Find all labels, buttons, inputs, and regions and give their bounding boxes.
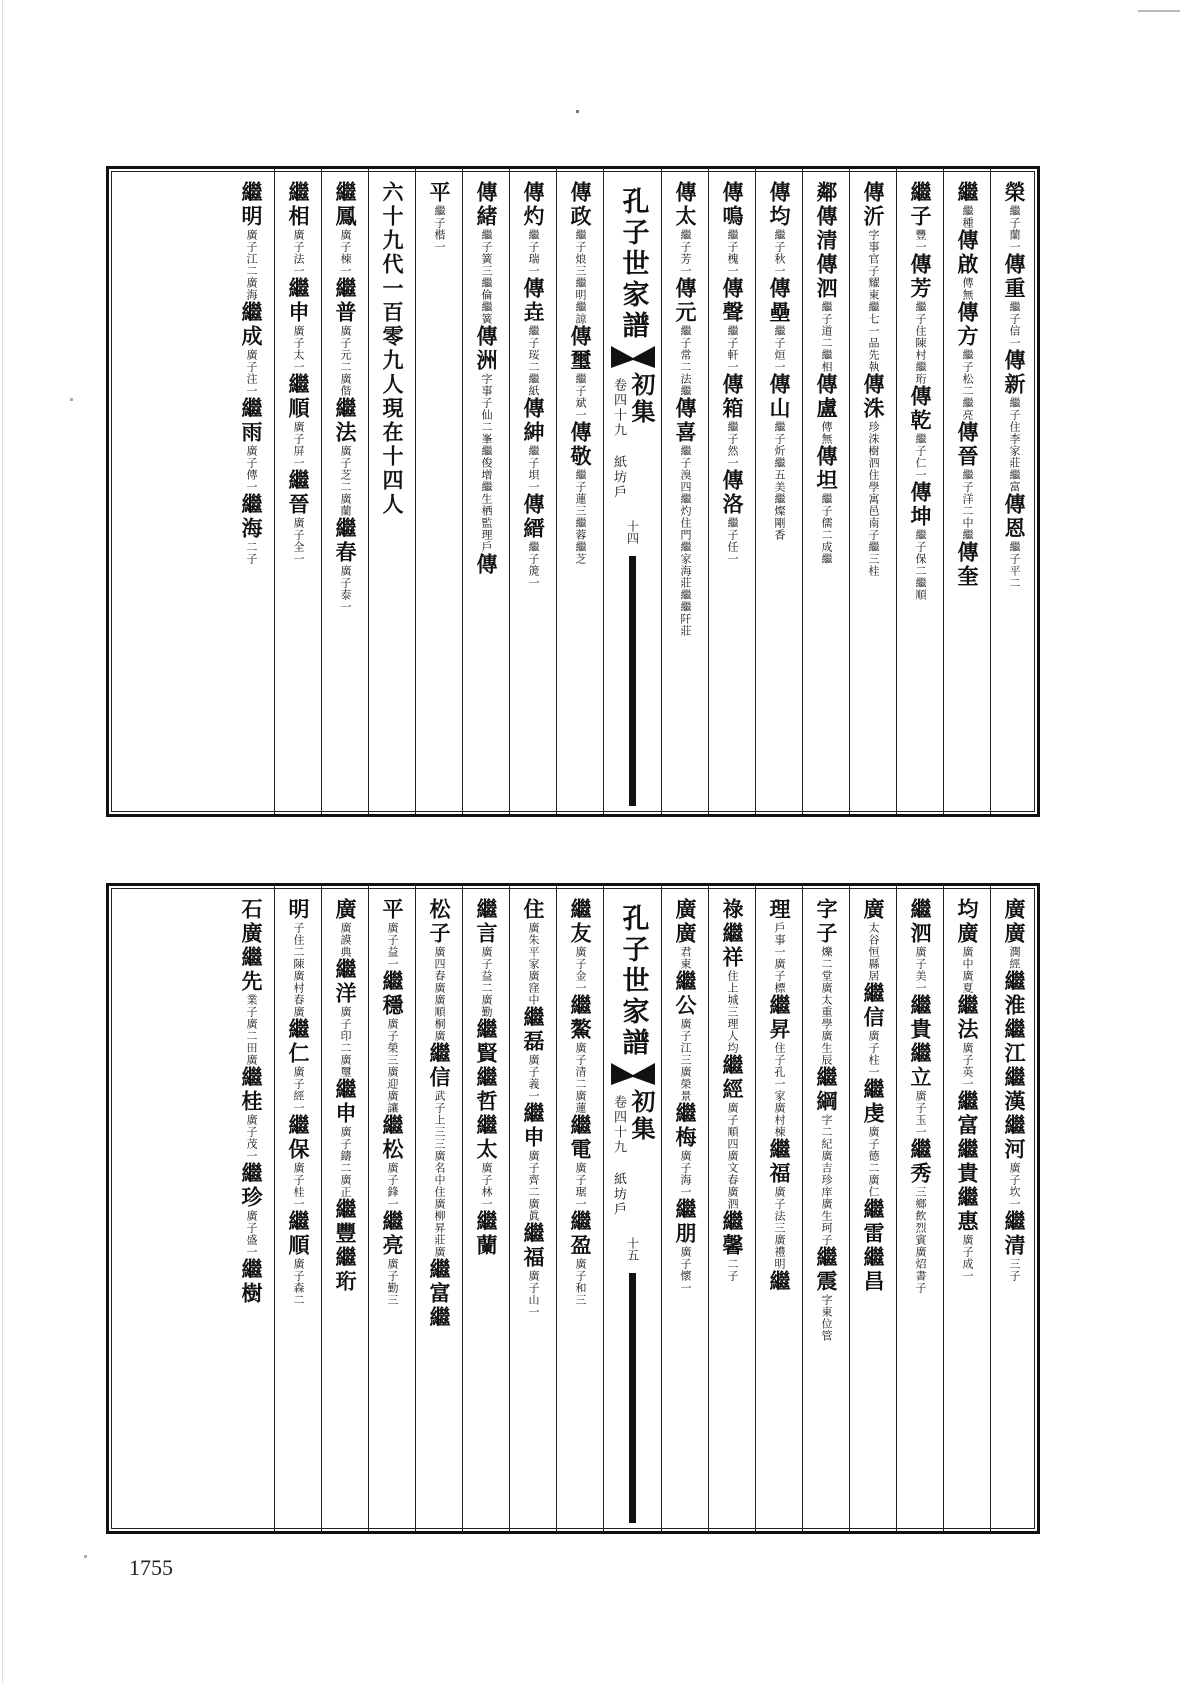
genealogy-entry: 松子廣四春廣廣順桐廣 [427, 898, 452, 1042]
genealogy-column [802, 169, 849, 814]
genealogy-entry: 傳洲字事子仙二峯繼俊增繼生栖監理戶 [474, 325, 499, 553]
genealogy-entry: 傳坤繼子保二繼順 [908, 481, 933, 601]
chapter-section: 卷四十九 紙坊戶 [611, 1095, 626, 1217]
genealogy-entry: 均廣廣中廣夏 [955, 898, 980, 994]
genealogy-column [274, 169, 321, 814]
genealogy-entry: 繼立廣子玉一 [908, 1042, 933, 1138]
genealogy-entry: 繼馨二子 [720, 1210, 745, 1282]
genealogy-column [227, 886, 274, 1531]
genealogy-column [943, 886, 990, 1531]
genealogy-column [462, 886, 509, 1531]
genealogy-column [415, 886, 462, 1531]
genealogy-entry: 現在十四人 [380, 397, 405, 517]
genealogy-entry: 六十九代 [380, 181, 405, 277]
genealogy-entry: 繼言廣子益二廣勤 [474, 898, 499, 1018]
genealogy-entry: 繼富 [955, 1090, 980, 1138]
genealogy-entry: 繼鳳廣子棟一 [333, 181, 358, 277]
genealogy-column [896, 886, 943, 1531]
genealogy-entry: 傳 [474, 553, 499, 577]
scan-dot [84, 1555, 87, 1558]
genealogy-entry: 繼盈廣子和三 [568, 1210, 593, 1306]
genealogy-entry: 傳紳繼子垻一 [521, 397, 546, 493]
genealogy-entry: 傳坦繼子儒二成繼 [814, 445, 839, 565]
genealogy-entry: 繼梅廣子海一 [673, 1102, 698, 1198]
genealogy-entry: 傳恩繼子平二 [1002, 493, 1027, 589]
genealogy-entry: 傳沂字事官子耀東繼七一品先執 [861, 181, 886, 373]
bottom-genealogy-panel [106, 883, 1040, 1534]
genealogy-entry: 繼信廣子柱一 [861, 982, 886, 1078]
genealogy-entry: 傳敬繼子蓮三繼蓉繼芝 [568, 421, 593, 565]
genealogy-entry: 繼 [427, 1306, 452, 1330]
genealogy-entry: 繼桂廣子茂一 [239, 1066, 264, 1162]
scan-dot [576, 110, 579, 113]
genealogy-entry: 理戶事一廣子標 [767, 898, 792, 994]
genealogy-column [708, 169, 755, 814]
genealogy-entry: 繼申廣子鑄二廣正 [333, 1078, 358, 1198]
genealogy-entry: 傳元繼子常二法繼 [673, 277, 698, 397]
genealogy-entry: 廣廣君東 [673, 898, 698, 970]
top-genealogy-panel [106, 166, 1040, 817]
genealogy-entry: 繼仁廣子經一 [286, 1018, 311, 1114]
book-header-column [603, 886, 661, 1531]
genealogy-entry: 傳洛繼子任一 [720, 469, 745, 565]
genealogy-column [849, 886, 896, 1531]
genealogy-entry: 繼蘭 [474, 1210, 499, 1258]
genealogy-entry: 傳乾繼子仁一 [908, 385, 933, 481]
genealogy-column [755, 886, 802, 1531]
genealogy-entry: 繼先業子廣二田廣 [239, 946, 264, 1066]
genealogy-entry: 傳灼繼子瑞一 [521, 181, 546, 277]
genealogy-entry: 繼福廣子法三廣禮明 [767, 1138, 792, 1270]
genealogy-entry: 繼明廣子江二廣海 [239, 181, 264, 301]
genealogy-entry: 繼信武子上三三廣名中住廣柳昇莊廣 [427, 1042, 452, 1258]
genealogy-column [556, 169, 603, 814]
genealogy-column [896, 169, 943, 814]
volume-label: 初集 [627, 1089, 656, 1143]
genealogy-entry: 傳政繼子烺三繼明繼諒 [568, 181, 593, 325]
genealogy-entry: 祿 [720, 898, 745, 922]
genealogy-entry: 傳鳴繼子槐一 [720, 181, 745, 277]
genealogy-entry: 繼穩廣子榮三廣迎廣讓 [380, 970, 405, 1114]
genealogy-entry: 一百零九人 [380, 277, 405, 397]
genealogy-column [802, 886, 849, 1531]
genealogy-entry: 傳方繼子松二繼亮 [955, 301, 980, 421]
genealogy-column [755, 169, 802, 814]
genealogy-entry: 繼秀三鄉飲烈賓廣炤書子 [908, 1138, 933, 1294]
genealogy-entry: 繼河廣子坎一 [1002, 1114, 1027, 1210]
genealogy-entry: 繼賢 [474, 1018, 499, 1066]
genealogy-entry: 繼成廣子注一 [239, 301, 264, 397]
genealogy-column [368, 169, 415, 814]
genealogy-column [368, 886, 415, 1531]
genealogy-entry: 字子爍二堂廣太重學廣生辰 [814, 898, 839, 1066]
fishtail-mark-icon [611, 346, 655, 368]
genealogy-column [509, 886, 556, 1531]
genealogy-entry: 繼樹 [239, 1258, 264, 1306]
genealogy-column [661, 169, 708, 814]
genealogy-entry: 傳清 [814, 205, 839, 253]
scan-edge-line [1138, 10, 1180, 12]
genealogy-entry: 繼普廣子元二廣偕 [333, 277, 358, 397]
genealogy-entry: 繼漢 [1002, 1066, 1027, 1114]
book-title: 孔子世家譜 [617, 904, 649, 1059]
fishtail-mark-icon [611, 1063, 655, 1085]
scan-edge-line [2, 0, 3, 1683]
genealogy-entry: 繼鰲廣子清二廣蓮 [568, 994, 593, 1114]
book-header-column [603, 169, 661, 814]
genealogy-entry: 繼相廣子法一 [286, 181, 311, 277]
genealogy-column [509, 169, 556, 814]
genealogy-entry: 繼珩 [333, 1246, 358, 1294]
genealogy-column [990, 886, 1037, 1531]
genealogy-entry: 繼淮 [1002, 970, 1027, 1018]
genealogy-entry: 傳晉繼子洋二中繼 [955, 421, 980, 541]
genealogy-entry: 傳聲繼子軒一 [720, 277, 745, 373]
genealogy-entry: 廣廣潤經 [1002, 898, 1027, 970]
genealogy-entry: 繼友廣子金一 [568, 898, 593, 994]
genealogy-entry: 繼洋廣子印二廣璽 [333, 958, 358, 1078]
genealogy-entry: 繼哲 [474, 1066, 499, 1114]
page-number: 1755 [129, 1555, 173, 1580]
genealogy-entry: 繼法廣子芝二廣蘭 [333, 397, 358, 517]
genealogy-column [708, 886, 755, 1531]
genealogy-entry: 繼經廣子順四廣文春廣泗 [720, 1054, 745, 1210]
genealogy-entry: 繼昌 [861, 1246, 886, 1294]
genealogy-entry: 繼虔廣子德二廣仁 [861, 1078, 886, 1198]
genealogy-entry: 傳緒繼子簧三繼倫繼簧 [474, 181, 499, 325]
genealogy-entry: 繼朋廣子懷一 [673, 1198, 698, 1294]
genealogy-entry: 繼順廣子森二 [286, 1210, 311, 1306]
genealogy-column [227, 169, 274, 814]
genealogy-entry: 繼亮廣子勤三 [380, 1210, 405, 1306]
scan-dot [70, 398, 73, 401]
genealogy-entry: 廣太谷恒縣居 [861, 898, 886, 982]
genealogy-entry: 繼江 [1002, 1018, 1027, 1066]
genealogy-entry: 繼申廣子太一 [286, 277, 311, 373]
genealogy-entry: 廣廣謨典 [333, 898, 358, 958]
genealogy-entry: 繼清三子 [1002, 1210, 1027, 1282]
genealogy-entry: 繼昇住子孔一家廣村棟 [767, 994, 792, 1138]
genealogy-entry: 繼綱字二紀廣吉珍庠廣生珂子 [814, 1066, 839, 1246]
genealogy-entry: 傳新繼子住李家莊繼富 [1002, 349, 1027, 493]
genealogy-entry: 繼震字東位管 [814, 1246, 839, 1342]
book-title: 孔子世家譜 [617, 187, 649, 342]
genealogy-entry: 平廣子益一 [380, 898, 405, 970]
genealogy-entry: 繼祥住上城三理人均 [720, 922, 745, 1054]
black-center-bar [629, 556, 636, 806]
genealogy-column [943, 169, 990, 814]
volume-label: 初集 [627, 372, 656, 426]
genealogy-entry: 繼海二子 [239, 493, 264, 565]
genealogy-entry: 繼貴 [955, 1138, 980, 1186]
genealogy-entry: 繼繼種 [955, 181, 980, 229]
chapter-section: 卷四十九 紙坊戶 [611, 378, 626, 500]
leaf-number: 十四 [625, 520, 640, 544]
genealogy-column [321, 169, 368, 814]
genealogy-entry: 繼泗廣子美一 [908, 898, 933, 994]
genealogy-entry: 傳山繼子炘繼五美繼燦剛香 [767, 373, 792, 541]
genealogy-entry: 繼電廣子琚一 [568, 1114, 593, 1210]
genealogy-column [415, 169, 462, 814]
genealogy-entry: 繼晉廣子全一 [286, 469, 311, 565]
genealogy-entry: 傳璽繼子斌一 [568, 325, 593, 421]
genealogy-entry: 傳芳繼子住陳村繼珩 [908, 253, 933, 385]
genealogy-entry: 繼富 [427, 1258, 452, 1306]
genealogy-column [556, 886, 603, 1531]
genealogy-entry: 傳壘繼子烜一 [767, 277, 792, 373]
genealogy-entry: 傳泗繼子道二繼相 [814, 253, 839, 373]
genealogy-entry: 繼惠廣子成一 [955, 1186, 980, 1282]
genealogy-entry: 傳喜繼子溴四繼灼住門繼家海莊繼繼阡莊 [673, 397, 698, 637]
genealogy-column [661, 886, 708, 1531]
genealogy-entry: 平繼子楷一 [427, 181, 452, 253]
genealogy-column [321, 886, 368, 1531]
leaf-number: 十五 [625, 1237, 640, 1261]
genealogy-entry: 傳太繼子芳一 [673, 181, 698, 277]
genealogy-entry: 繼貴 [908, 994, 933, 1042]
genealogy-entry: 傳垚繼子珱二繼紙 [521, 277, 546, 397]
genealogy-entry: 榮繼子蘭一 [1002, 181, 1027, 253]
genealogy-column [274, 886, 321, 1531]
genealogy-entry: 繼豐 [333, 1198, 358, 1246]
genealogy-column [462, 169, 509, 814]
genealogy-entry: 繼申廣子齊二廣眞 [521, 1102, 546, 1222]
genealogy-entry: 繼松廣子鋒一 [380, 1114, 405, 1210]
genealogy-entry: 繼公廣子江三廣榮景 [673, 970, 698, 1102]
genealogy-entry: 傳洙珍洙樹泗住學寓邑南子繼三桂 [861, 373, 886, 577]
genealogy-entry: 繼磊廣子義一 [521, 1006, 546, 1102]
genealogy-column [849, 169, 896, 814]
genealogy-entry: 繼春廣子泰一 [333, 517, 358, 613]
genealogy-entry: 傳啟傳無 [955, 229, 980, 301]
genealogy-entry: 繼子豐一 [908, 181, 933, 253]
genealogy-entry: 傳盧傳無 [814, 373, 839, 445]
genealogy-entry: 繼保廣子桂一 [286, 1114, 311, 1210]
genealogy-entry: 傳縉繼子箎一 [521, 493, 546, 589]
genealogy-entry: 繼順廣子屏一 [286, 373, 311, 469]
genealogy-entry: 繼福廣子山一 [521, 1222, 546, 1318]
genealogy-entry: 繼太廣子林一 [474, 1114, 499, 1210]
genealogy-entry: 石廣 [239, 898, 264, 946]
genealogy-entry: 繼雨廣子傳一 [239, 397, 264, 493]
genealogy-column [990, 169, 1037, 814]
genealogy-entry: 繼法廣子英一 [955, 994, 980, 1090]
genealogy-entry: 傳奎 [955, 541, 980, 589]
genealogy-entry: 繼雷 [861, 1198, 886, 1246]
genealogy-entry: 住廣朱平家廣窪中 [521, 898, 546, 1006]
genealogy-entry: 傳重繼子信一 [1002, 253, 1027, 349]
genealogy-entry: 傳均繼子秋一 [767, 181, 792, 277]
genealogy-entry: 繼珍廣子盛一 [239, 1162, 264, 1258]
black-center-bar [629, 1273, 636, 1523]
genealogy-entry: 傳箱繼子然一 [720, 373, 745, 469]
genealogy-entry: 繼 [767, 1270, 792, 1294]
genealogy-entry: 明子住二陳廣村春廣 [286, 898, 311, 1018]
genealogy-entry: 鄰 [814, 181, 839, 205]
